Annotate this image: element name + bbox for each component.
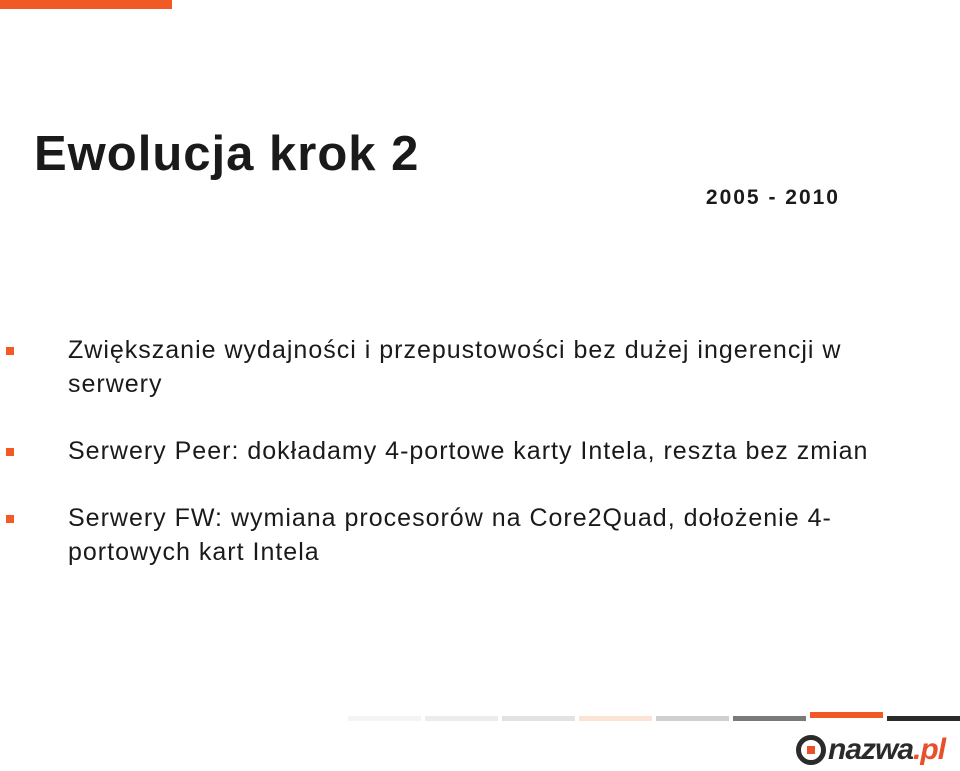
footer-strip-segment xyxy=(425,716,498,721)
top-accent-bar xyxy=(0,0,172,9)
logo-wordmark xyxy=(828,733,945,767)
footer-strip-segment xyxy=(348,716,421,721)
square-bullet-icon xyxy=(6,448,14,456)
slide-subtitle-years: 2005 - 2010 xyxy=(705,186,840,209)
logo-name: nazwa xyxy=(828,733,914,766)
bullet-text: Serwery Peer: dokładamy 4-portowe karty Intela, reszta bez zmian xyxy=(68,437,869,465)
slide-title: Ewolucja krok 2 xyxy=(34,127,420,181)
nazwa-logo xyxy=(796,730,945,770)
bullet-item xyxy=(0,434,960,468)
bullet-item xyxy=(0,333,960,401)
logo-extension: .pl xyxy=(913,733,946,766)
footer-strip-segment xyxy=(733,716,806,721)
footer-strip-segment xyxy=(810,712,883,718)
footer-decor-strip xyxy=(348,716,960,722)
nazwa-logo-icon xyxy=(796,735,826,765)
footer-strip-segment xyxy=(656,716,729,721)
footer-strip-segment xyxy=(887,716,960,721)
bullet-item xyxy=(0,501,960,569)
square-bullet-icon xyxy=(6,347,14,355)
square-bullet-icon xyxy=(6,515,14,523)
bullet-text: Zwiększanie wydajności i przepustowości bez dużej ingerencji w serwery xyxy=(68,336,842,398)
bullet-list xyxy=(0,333,960,602)
bullet-text: Serwery FW: wymiana procesorów na Core2Quad, dołożenie 4-portowych kart Intela xyxy=(68,504,832,566)
footer-strip-segment xyxy=(579,716,652,721)
footer-strip-segment xyxy=(502,716,575,721)
